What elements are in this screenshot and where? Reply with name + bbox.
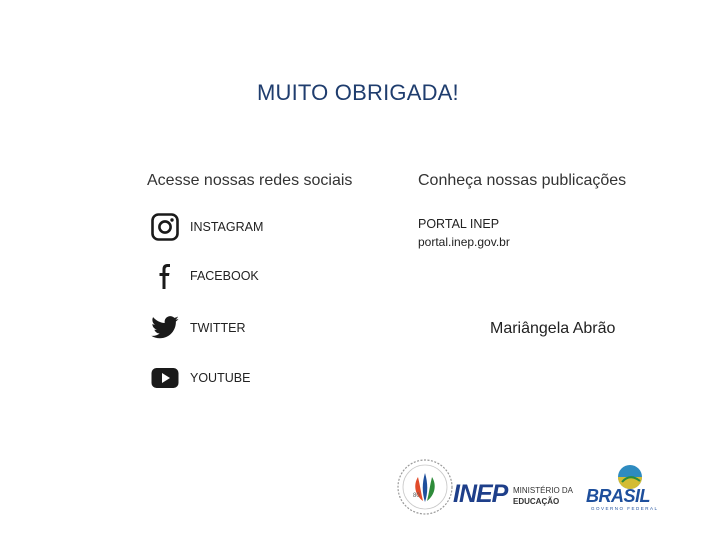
inep-logo	[453, 480, 509, 508]
social-section-title: Acesse nossas redes sociais	[147, 172, 353, 189]
twitter-icon	[150, 313, 180, 343]
social-label-youtube: YOUTUBE	[190, 371, 251, 385]
inep-80-anos-seal	[398, 460, 452, 514]
page-title: MUITO OBRIGADA!	[257, 80, 459, 105]
inep80-text: 80	[413, 493, 420, 499]
social-label-instagram: INSTAGRAM	[190, 220, 264, 234]
logos-bar	[393, 455, 683, 520]
ministerio-educacao-logo	[513, 486, 574, 506]
social-item-twitter[interactable]	[150, 313, 246, 343]
brasil-governo-federal-logo	[586, 465, 659, 511]
ministerio-line1: MINISTÉRIO DA	[513, 486, 574, 495]
social-item-youtube[interactable]	[150, 363, 250, 393]
brasil-subtitle: GOVERNO FEDERAL	[591, 506, 659, 511]
social-label-twitter: TWITTER	[190, 321, 246, 335]
inep-wordmark: INEP	[453, 480, 508, 508]
instagram-icon	[150, 212, 180, 242]
social-label-facebook: FACEBOOK	[190, 269, 259, 283]
brasil-wordmark: BRASIL	[586, 486, 650, 506]
publications-section-title: Conheça nossas publicações	[418, 172, 627, 189]
facebook-icon	[150, 261, 180, 291]
portal-inep-link[interactable]: PORTAL INEP	[418, 217, 500, 231]
portal-url-link[interactable]: portal.inep.gov.br	[418, 235, 510, 249]
social-item-instagram[interactable]	[150, 212, 263, 242]
ministerio-line2: EDUCAÇÃO	[513, 497, 560, 506]
author-name: Mariângela Abrão	[490, 320, 616, 337]
social-item-facebook[interactable]	[150, 261, 259, 291]
youtube-icon	[150, 363, 180, 393]
